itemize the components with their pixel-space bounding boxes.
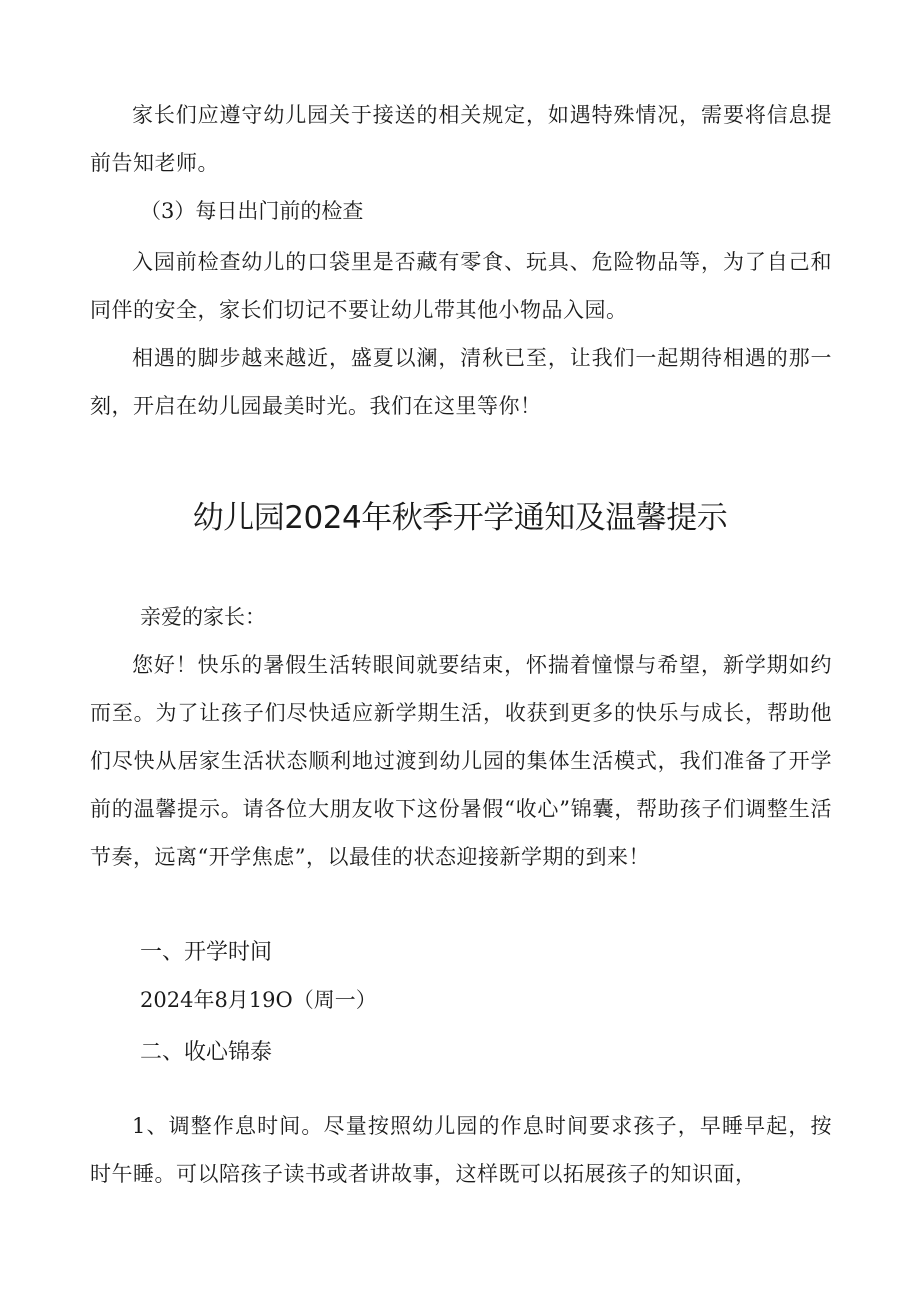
section-2-heading: 二、收心锦泰 [140, 1040, 273, 1065]
daily-check-subheading: （3）每日出门前的检查 [140, 199, 364, 223]
notice-title: 幼儿园2024年秋季开学通知及温馨提示 [192, 500, 728, 536]
section-1-heading: 一、开学时间 [140, 940, 273, 965]
salutation: 亲爱的家长： [140, 605, 266, 629]
intro-paragraph: 您好！快乐的暑假生活转眼间就要结束，怀揣着憧憬与希望，新学期如约而至。为了让孩子们尽快适应新学期生活，收获到更多的快乐与成长，帮助他们尽快从居家生活状态顺利地过渡到幼儿园的集体生活模式，我们准备了开学前的温馨提示。请各位大朋友收下这份暑假“收心”锦囊，帮助孩子们调整生活节奏，远离“开学焦虑”，以最佳的状态迎接新学期的到来！ [90, 653, 832, 869]
adjust-schedule-paragraph: 1、调整作息时间。尽量按照幼儿园的作息时间要求孩子，早睡早起，按时午睡。可以陪孩子读书或者讲故事，这样既可以拓展孩子的知识面， [90, 1114, 832, 1186]
pocket-check-paragraph: 入园前检查幼儿的口袋里是否藏有零食、玩具、危险物品等，为了自己和同伴的安全，家长们切记不要让幼儿带其他小物品入园。 [90, 250, 832, 322]
pickup-rules-paragraph: 家长们应遵守幼儿园关于接送的相关规定，如遇特殊情况，需要将信息提前告知老师。 [90, 103, 832, 175]
school-start-date: 2024年8月19O（周一） [140, 988, 377, 1012]
closing-paragraph: 相遇的脚步越来越近，盛夏以澜，清秋已至，让我们一起期待相遇的那一刻，开启在幼儿园最美时光。我们在这里等你！ [90, 346, 832, 418]
